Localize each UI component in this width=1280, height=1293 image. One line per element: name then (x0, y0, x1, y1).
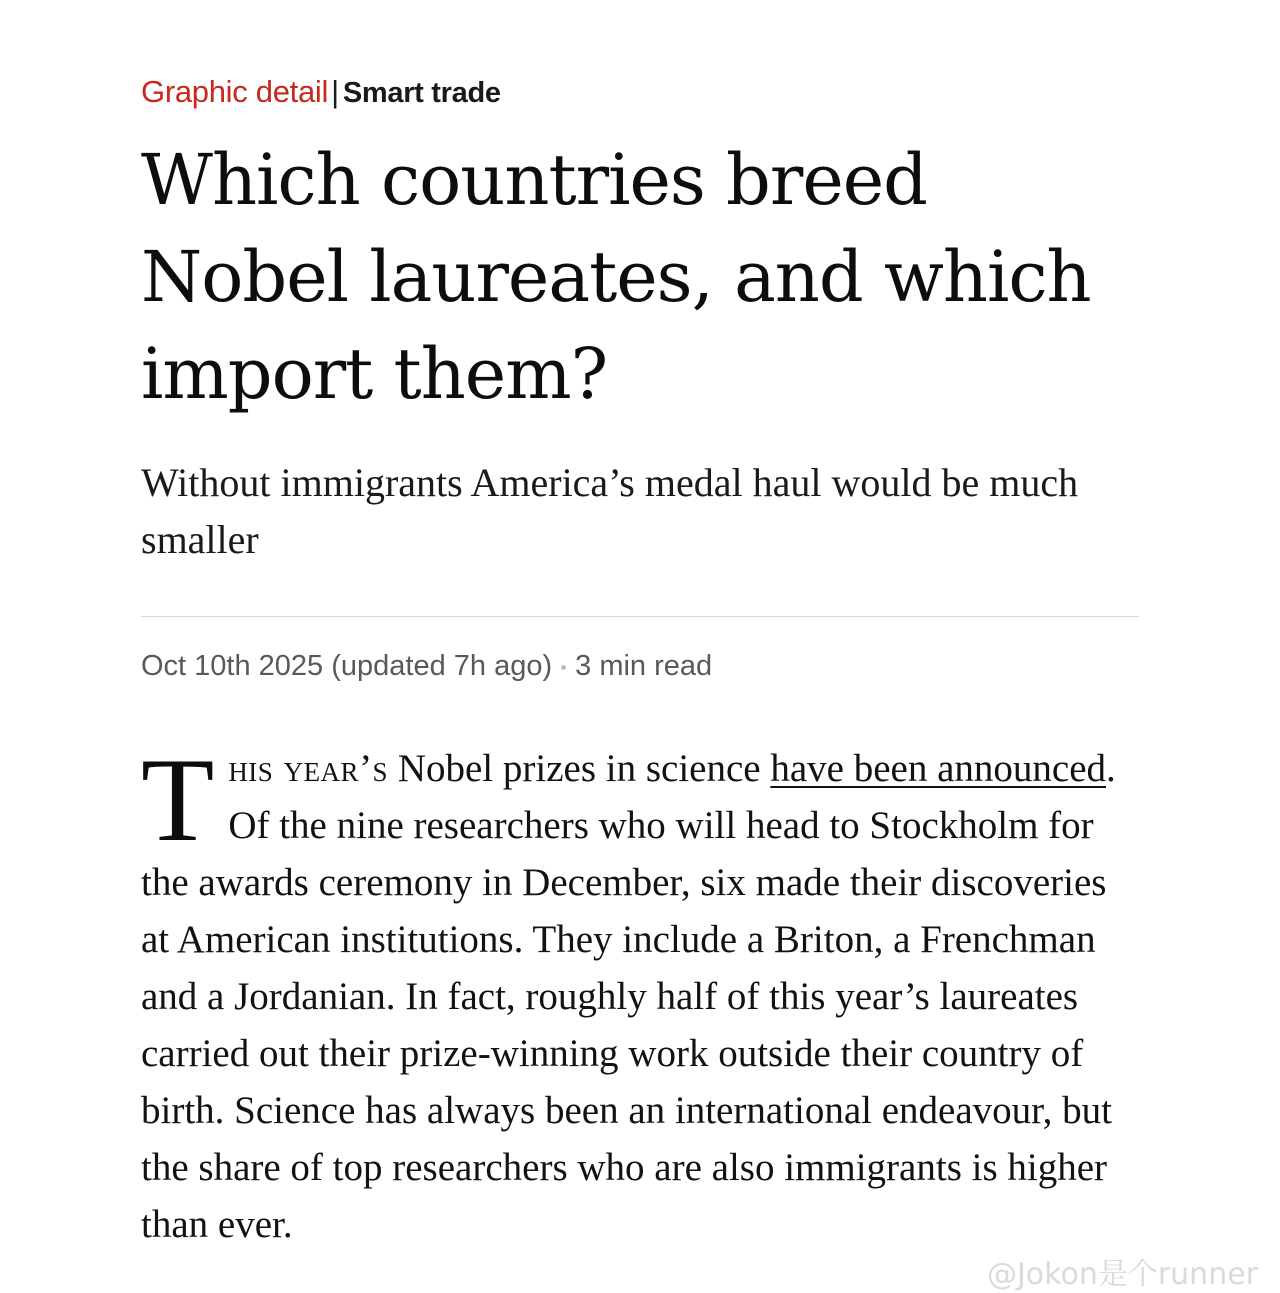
body-text-1: Nobel prizes in science (388, 747, 771, 790)
drop-cap: T (141, 733, 215, 866)
body-text-2: . Of the nine researchers who will head to Stockholm for the awards ceremony in December, six made their discoveries at American institutions. They include a Briton, a Frenchman and a Jordanian. In fact, roughly half of this year’s laureates carried out their prize-winning work outside their country of birth. Science has always been an international endeavour, but the share of top researchers who are also immigrants is higher than ever. (141, 747, 1116, 1246)
watermark: @Jokon是个runner (986, 1257, 1258, 1292)
inline-link-announced[interactable]: have been announced (770, 747, 1107, 790)
article-meta (141, 646, 712, 686)
headline: Which countries breed Nobel laureates, and which import them? (141, 139, 1091, 415)
read-time: 3 min read (575, 650, 713, 682)
article-body-paragraph (141, 733, 1131, 1253)
section-link[interactable]: Graphic detail (141, 74, 329, 109)
publish-date: Oct 10th 2025 (updated 7h ago) (141, 650, 553, 682)
rubric (141, 72, 501, 113)
rubric-separator: | (331, 74, 339, 109)
meta-separator-dot (561, 665, 566, 670)
smallcaps-lead: his year’s (228, 747, 389, 790)
topic-link[interactable]: Smart trade (342, 77, 501, 109)
divider (141, 616, 1139, 617)
subheadline: Without immigrants America’s medal haul would be much smaller (141, 460, 1079, 562)
